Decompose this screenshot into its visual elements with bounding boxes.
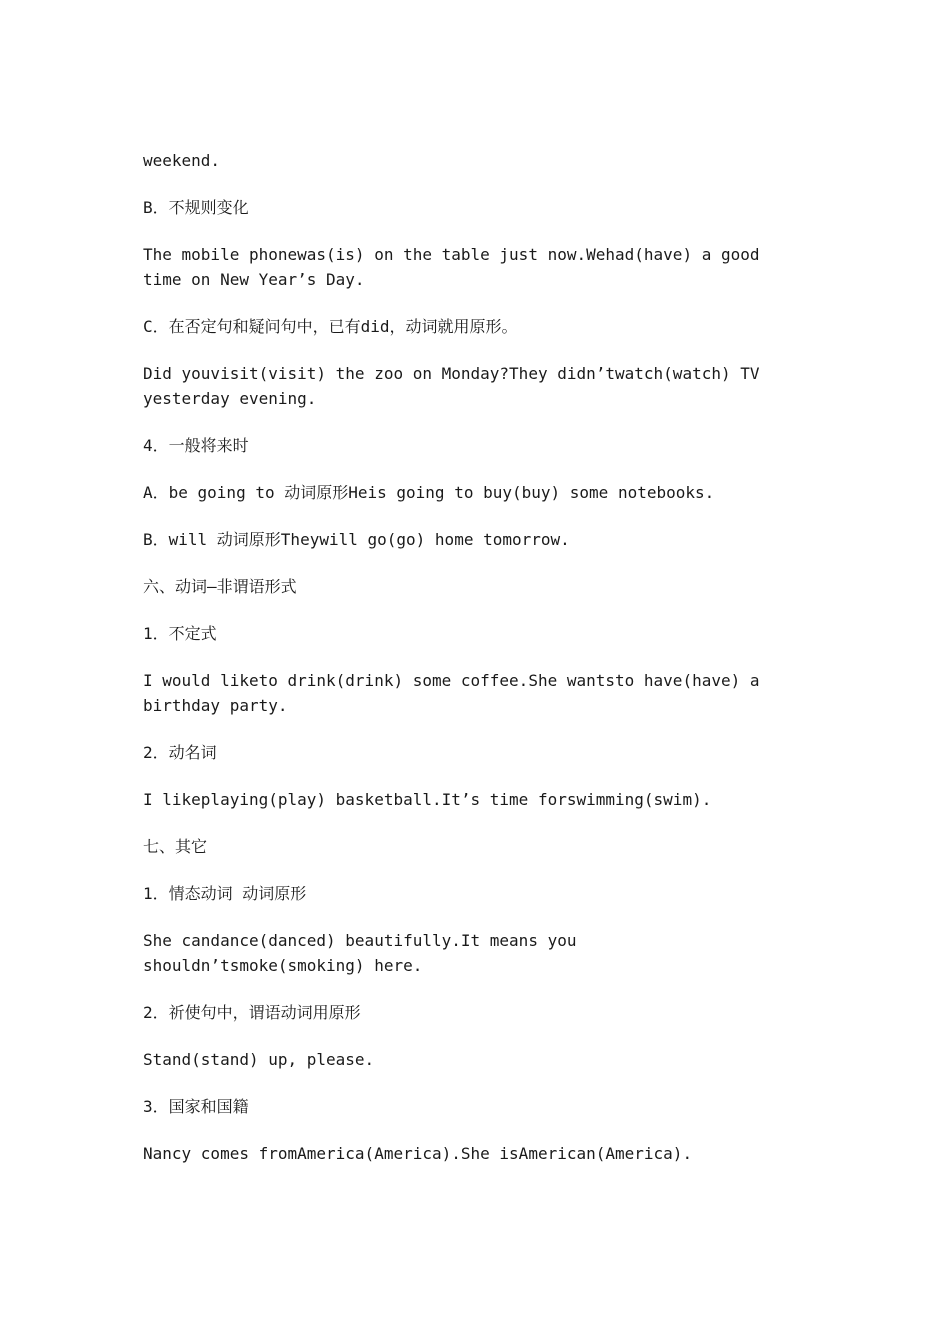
paragraph <box>143 195 783 220</box>
paragraph <box>143 928 783 978</box>
paragraph <box>143 527 783 552</box>
text-line: She candance(danced) beautifully.It means you <box>143 931 577 950</box>
text-line: C．在否定句和疑问句中，已有did，动词就用原形。 <box>143 317 518 336</box>
text-line: 4．一般将来时 <box>143 436 249 455</box>
paragraph <box>143 834 783 859</box>
text-line: I likeplaying(play) basketball.It’s time forswimming(swim). <box>143 790 712 809</box>
text-line: birthday party. <box>143 696 288 715</box>
paragraph <box>143 480 783 505</box>
paragraph <box>143 574 783 599</box>
paragraph <box>143 242 783 292</box>
text-line: Did youvisit(visit) the zoo on Monday?They didn’twatch(watch) TV <box>143 364 760 383</box>
text-line: 2．祈使句中，谓语动词用原形 <box>143 1003 361 1022</box>
text-line: 1．情态动词 动词原形 <box>143 884 307 903</box>
text-line: 六、动词—非谓语形式 <box>143 577 297 596</box>
paragraph <box>143 621 783 646</box>
text-line: 七、其它 <box>143 837 208 856</box>
paragraph <box>143 1000 783 1025</box>
paragraph <box>143 1141 783 1166</box>
document-page <box>143 148 783 1188</box>
paragraph <box>143 787 783 812</box>
paragraph <box>143 361 783 411</box>
paragraph <box>143 1047 783 1072</box>
text-line: 2．动名词 <box>143 743 217 762</box>
text-line: A．be going to 动词原形Heis going to buy(buy) some notebooks. <box>143 483 715 502</box>
text-line: weekend. <box>143 151 221 170</box>
paragraph <box>143 1094 783 1119</box>
text-line: Nancy comes fromAmerica(America).She isAmerican(America). <box>143 1144 693 1163</box>
text-line: I would liketo drink(drink) some coffee.She wantsto have(have) a <box>143 671 760 690</box>
text-line: time on New Year’s Day. <box>143 270 365 289</box>
paragraph <box>143 881 783 906</box>
text-line: 1．不定式 <box>143 624 217 643</box>
paragraph <box>143 148 783 173</box>
text-line: B．不规则变化 <box>143 198 249 217</box>
paragraph <box>143 668 783 718</box>
text-line: The mobile phonewas(is) on the table just now.Wehad(have) a good <box>143 245 760 264</box>
text-line: yesterday evening. <box>143 389 317 408</box>
paragraph <box>143 314 783 339</box>
text-line: 3．国家和国籍 <box>143 1097 249 1116</box>
paragraph <box>143 740 783 765</box>
text-line: B．will 动词原形Theywill go(go) home tomorrow. <box>143 530 570 549</box>
text-line: Stand(stand) up, please. <box>143 1050 375 1069</box>
text-line: shouldn’tsmoke(smoking) here. <box>143 956 423 975</box>
paragraph <box>143 433 783 458</box>
